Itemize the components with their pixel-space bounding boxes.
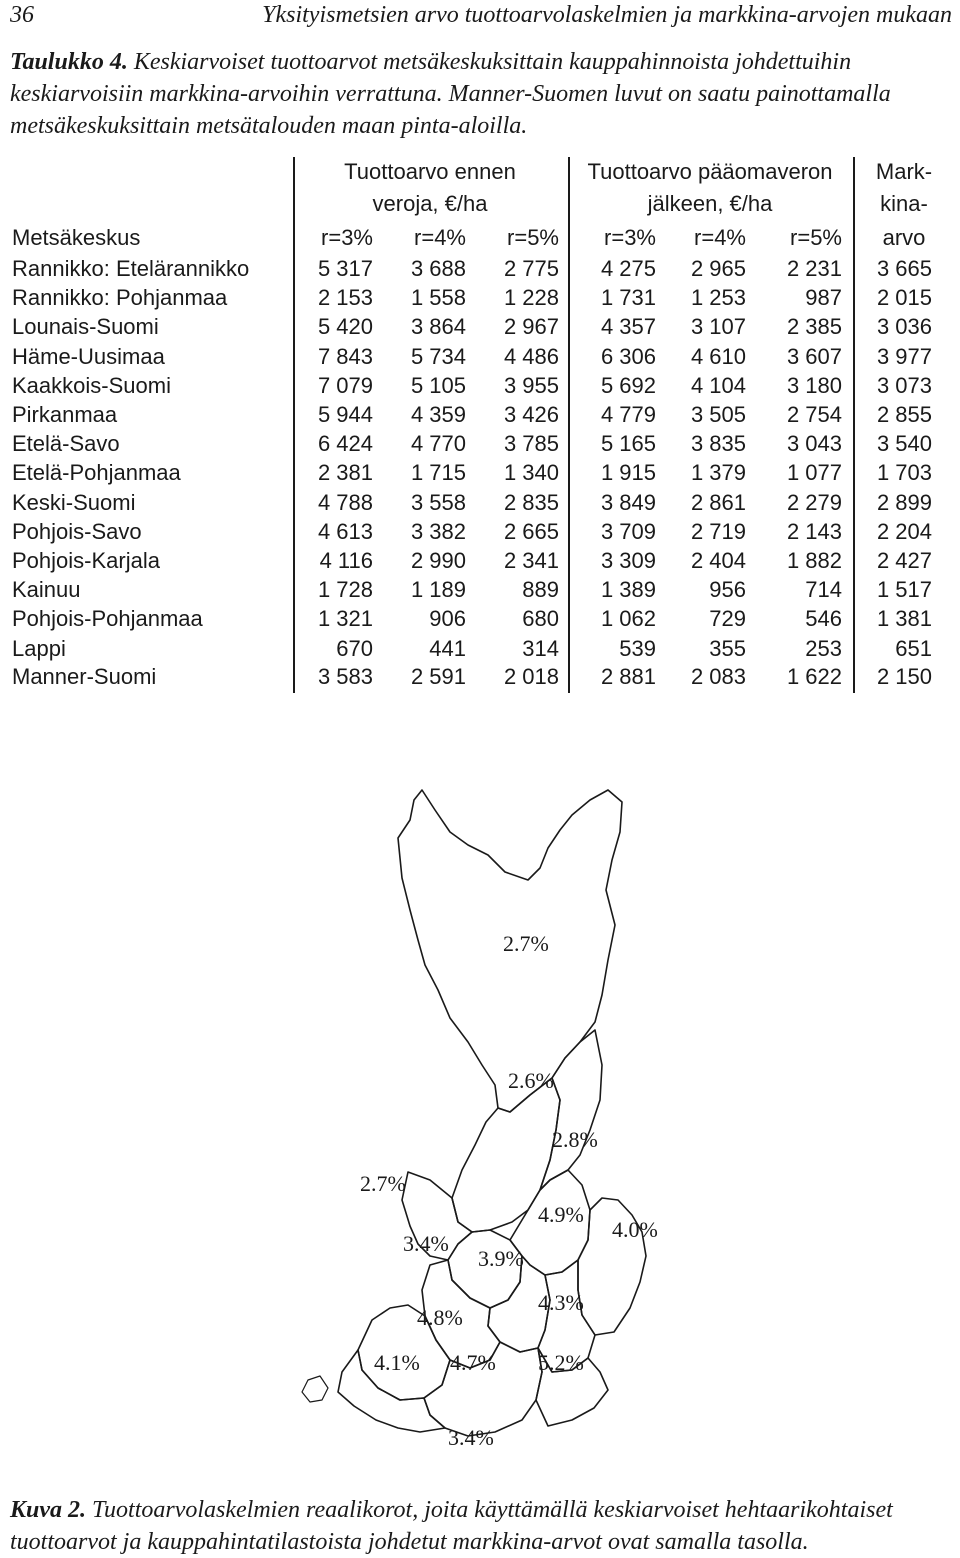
map-label-pirkanmaa: 4.8% xyxy=(417,1305,463,1330)
table-cell: 4 275 xyxy=(600,256,656,281)
map-label-keski-suomi: 3.9% xyxy=(478,1246,524,1271)
map-label-pohjois-pohjanmaa: 2.8% xyxy=(552,1127,598,1152)
table-cell: 987 xyxy=(805,285,842,310)
finland-map xyxy=(290,760,670,1460)
table-cell: 1 728 xyxy=(317,577,373,602)
total-cell: 3 583 xyxy=(317,664,373,689)
running-title: Yksityismetsien arvo tuottoarvolaskelmien ja markkina-arvojen mukaan xyxy=(262,2,952,28)
total-cell: 2 881 xyxy=(600,664,656,689)
rate-header: r=3% xyxy=(604,225,656,250)
table-cell: 1 558 xyxy=(410,285,466,310)
table-cell: 5 317 xyxy=(317,256,373,281)
row-name: Pohjois-Karjala xyxy=(12,548,160,573)
map-region-kainuu xyxy=(540,1030,602,1190)
table-cell: 2 719 xyxy=(690,519,746,544)
table-cell: 2 754 xyxy=(786,402,842,427)
table-cell: 714 xyxy=(805,577,842,602)
map-label-pohjanmaa: 2.7% xyxy=(360,1171,406,1196)
table-cell: 2 015 xyxy=(876,285,932,310)
table-cell: 3 036 xyxy=(876,314,932,339)
figure-caption-label: Kuva 2. xyxy=(10,1497,87,1523)
table-cell: 2 153 xyxy=(317,285,373,310)
table-cell: 4 613 xyxy=(317,519,373,544)
rate-header: r=5% xyxy=(790,225,842,250)
total-row-name: Manner-Suomi xyxy=(12,664,157,689)
table-cell: 5 734 xyxy=(410,344,466,369)
row-name: Lappi xyxy=(12,636,66,661)
group-header-market-line3: arvo xyxy=(882,225,926,250)
row-name: Rannikko: Etelärannikko xyxy=(12,256,250,281)
row-name: Lounais-Suomi xyxy=(12,314,159,339)
rate-header: r=4% xyxy=(694,225,746,250)
table-cell: 3 180 xyxy=(786,373,842,398)
rate-header: r=4% xyxy=(414,225,466,250)
page-number: 36 xyxy=(10,2,34,28)
table-cell: 1 381 xyxy=(876,606,932,631)
table-cell: 3 665 xyxy=(876,256,932,281)
table-cell: 3 864 xyxy=(410,314,466,339)
table-cell: 3 426 xyxy=(503,402,559,427)
table-cell: 3 785 xyxy=(503,431,559,456)
table-cell: 5 944 xyxy=(317,402,373,427)
table-cell: 906 xyxy=(429,606,466,631)
table-cell: 7 843 xyxy=(317,344,373,369)
table-cell: 956 xyxy=(709,577,746,602)
table-cell: 1 731 xyxy=(600,285,656,310)
table-cell: 2 665 xyxy=(503,519,559,544)
table-cell: 1 379 xyxy=(690,460,746,485)
table-cell: 729 xyxy=(709,606,746,631)
group-header-after-tax-line2: jälkeen, €/ha xyxy=(647,191,773,216)
table-cell: 5 692 xyxy=(600,373,656,398)
table-cell: 1 253 xyxy=(690,285,746,310)
table-cell: 5 420 xyxy=(317,314,373,339)
table-cell: 2 965 xyxy=(690,256,746,281)
table-cell: 3 688 xyxy=(410,256,466,281)
group-header-after-tax-line1: Tuottoarvo pääomaveron xyxy=(587,159,833,184)
map-label-pohjois-karjala: 4.0% xyxy=(612,1217,658,1242)
table-cell: 2 775 xyxy=(503,256,559,281)
table-cell: 4 788 xyxy=(317,490,373,515)
table-cell: 1 077 xyxy=(786,460,842,485)
table-cell: 253 xyxy=(805,636,842,661)
table-cell: 680 xyxy=(522,606,559,631)
map-label-hame-uusimaa: 4.7% xyxy=(450,1350,496,1375)
row-name: Kaakkois-Suomi xyxy=(12,373,171,398)
group-header-market-line1: Mark- xyxy=(875,159,933,184)
table-cell: 355 xyxy=(709,636,746,661)
table-cell: 3 309 xyxy=(600,548,656,573)
group-header-before-tax-line2: veroja, €/ha xyxy=(372,191,488,216)
table-cell: 670 xyxy=(336,636,373,661)
table-cell: 1 882 xyxy=(786,548,842,573)
table-cell: 6 424 xyxy=(317,431,373,456)
table-cell: 3 955 xyxy=(503,373,559,398)
table-cell: 314 xyxy=(522,636,559,661)
total-cell: 2 150 xyxy=(876,664,932,689)
table-cell: 2 990 xyxy=(410,548,466,573)
table-cell: 1 062 xyxy=(600,606,656,631)
table-cell: 3 505 xyxy=(690,402,746,427)
table-cell: 5 105 xyxy=(410,373,466,398)
total-cell: 2 083 xyxy=(690,664,746,689)
table-cell: 2 967 xyxy=(503,314,559,339)
rate-header: r=5% xyxy=(507,225,559,250)
table-cell: 651 xyxy=(895,636,932,661)
table-cell: 4 116 xyxy=(319,548,373,573)
data-table xyxy=(0,0,960,700)
table-cell: 6 306 xyxy=(600,344,656,369)
table-cell: 3 607 xyxy=(786,344,842,369)
table-cell: 3 382 xyxy=(410,519,466,544)
row-name: Häme-Uusimaa xyxy=(12,344,165,369)
table-cell: 2 341 xyxy=(503,548,559,573)
map-label-etelarannikko: 3.4% xyxy=(448,1425,494,1450)
row-name: Rannikko: Pohjanmaa xyxy=(12,285,228,310)
map-label-kainuu: 2.6% xyxy=(508,1068,554,1093)
table-cell: 4 770 xyxy=(410,431,466,456)
table-cell: 4 779 xyxy=(600,402,656,427)
table-cell: 2 404 xyxy=(690,548,746,573)
table-cell: 3 043 xyxy=(786,431,842,456)
row-name: Pohjois-Savo xyxy=(12,519,142,544)
table-cell: 4 104 xyxy=(690,373,746,398)
table-cell: 2 279 xyxy=(786,490,842,515)
table-cell: 3 849 xyxy=(600,490,656,515)
row-name: Etelä-Savo xyxy=(12,431,120,456)
table-cell: 3 540 xyxy=(876,431,932,456)
table-cell: 3 558 xyxy=(410,490,466,515)
row-name: Pirkanmaa xyxy=(12,402,118,427)
map-label-lappi: 2.7% xyxy=(503,931,549,956)
table-cell: 3 107 xyxy=(690,314,746,339)
map-label-kaakkois-suomi: 5.2% xyxy=(538,1350,584,1375)
table-cell: 539 xyxy=(619,636,656,661)
table-cell: 1 321 xyxy=(317,606,373,631)
table-cell: 7 079 xyxy=(317,373,373,398)
row-name: Kainuu xyxy=(12,577,81,602)
map-label-etela-savo: 4.3% xyxy=(538,1290,584,1315)
figure-caption-text: Tuottoarvolaskelmien reaalikorot, joita käyttämällä keskiarvoiset hehtaarikohtaiset tuottoarvot ja kauppahintatilastoista johdetut markkina-arvot ovat samalla tasolla. xyxy=(10,1497,893,1555)
table-cell: 4 610 xyxy=(690,344,746,369)
table-cell: 3 709 xyxy=(600,519,656,544)
table-caption-label: Taulukko 4. xyxy=(10,49,128,75)
table-cell: 2 385 xyxy=(786,314,842,339)
table-cell: 2 204 xyxy=(876,519,932,544)
table-cell: 3 977 xyxy=(876,344,932,369)
group-header-market-line2: kina- xyxy=(880,191,928,216)
table-cell: 4 486 xyxy=(503,344,559,369)
map-label-lounais-suomi: 4.1% xyxy=(374,1350,420,1375)
row-name: Pohjois-Pohjanmaa xyxy=(12,606,203,631)
table-cell: 4 359 xyxy=(410,402,466,427)
rate-header: r=3% xyxy=(321,225,373,250)
table-cell: 2 143 xyxy=(786,519,842,544)
table-cell: 441 xyxy=(429,636,466,661)
table-cell: 1 703 xyxy=(876,460,932,485)
table-cell: 1 228 xyxy=(503,285,559,310)
figure-caption xyxy=(10,1494,954,1558)
table-cell: 3 835 xyxy=(690,431,746,456)
total-cell: 2 018 xyxy=(503,664,559,689)
table-cell: 2 899 xyxy=(876,490,932,515)
total-cell: 2 591 xyxy=(410,664,466,689)
map-region-ahvenanmaa xyxy=(302,1376,328,1402)
total-cell: 1 622 xyxy=(786,664,842,689)
table-cell: 4 357 xyxy=(600,314,656,339)
map-label-pohjois-savo: 4.9% xyxy=(538,1202,584,1227)
table-cell: 1 189 xyxy=(410,577,466,602)
table-cell: 2 381 xyxy=(317,460,373,485)
row-name: Etelä-Pohjanmaa xyxy=(12,460,181,485)
table-cell: 889 xyxy=(522,577,559,602)
table-cell: 1 715 xyxy=(410,460,466,485)
table-cell: 2 835 xyxy=(503,490,559,515)
table-cell: 5 165 xyxy=(600,431,656,456)
table-cell: 1 915 xyxy=(600,460,656,485)
group-header-before-tax-line1: Tuottoarvo ennen xyxy=(344,159,516,184)
table-cell: 2 231 xyxy=(786,256,842,281)
table-cell: 3 073 xyxy=(876,373,932,398)
table-cell: 1 340 xyxy=(503,460,559,485)
table-cell: 2 861 xyxy=(690,490,746,515)
column-label-metsakeskus: Metsäkeskus xyxy=(12,225,141,250)
table-cell: 2 427 xyxy=(876,548,932,573)
map-label-etela-pohjanmaa: 3.4% xyxy=(403,1231,449,1256)
table-cell: 2 855 xyxy=(876,402,932,427)
table-cell: 1 389 xyxy=(600,577,656,602)
table-caption-text: Keskiarvoiset tuottoarvot metsäkeskuksittain kauppahinnoista johdettuihin keskiarvoisiin markkina-arvoihin verrattuna. Manner-Suomen luvut on saatu painottamalla metsäkeskuksittain metsätalouden maan pinta-aloilla. xyxy=(10,49,891,139)
table-cell: 546 xyxy=(805,606,842,631)
table-cell: 1 517 xyxy=(876,577,932,602)
row-name: Keski-Suomi xyxy=(12,490,136,515)
